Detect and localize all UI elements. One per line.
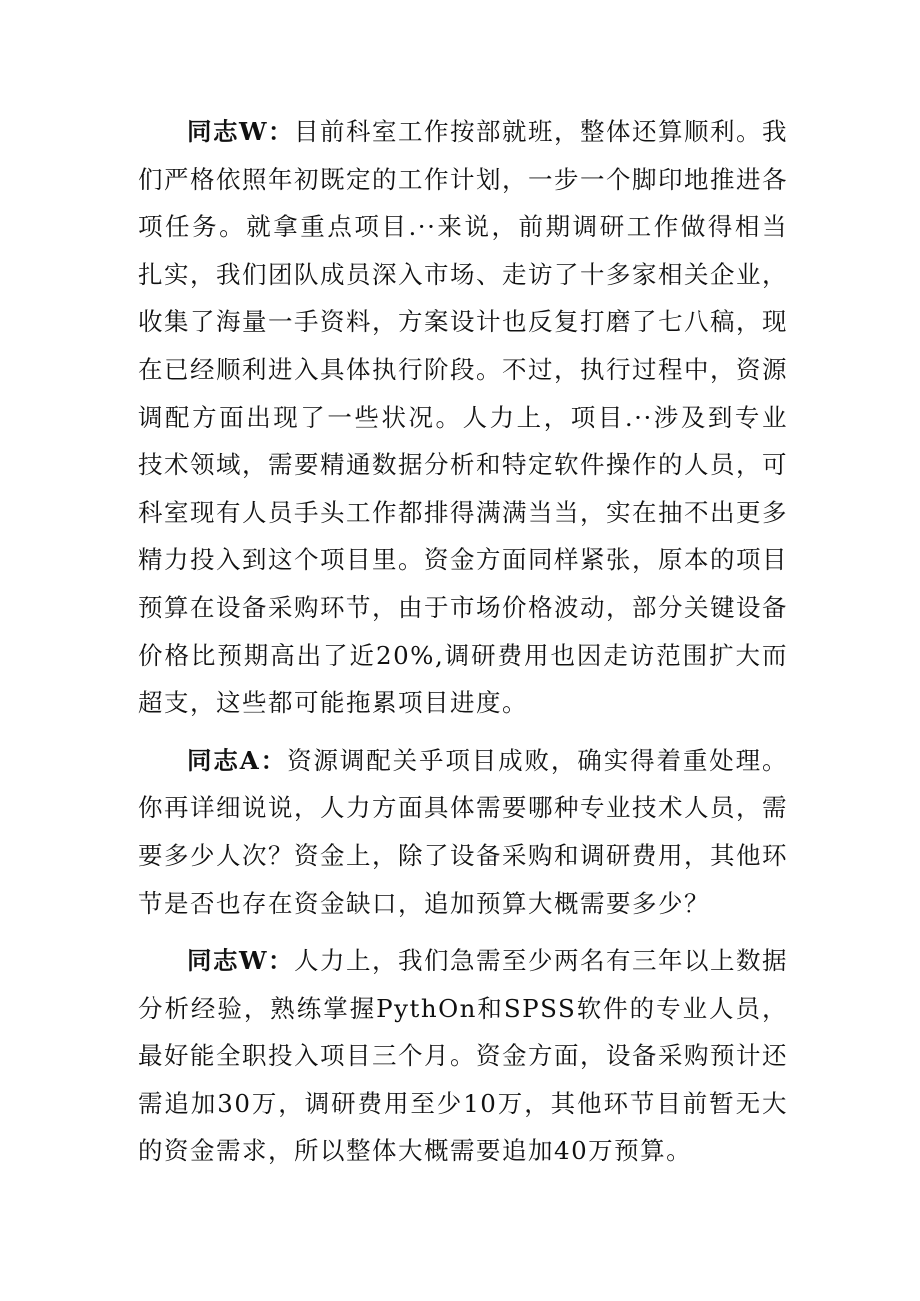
paragraph-text: 资源调配关乎项目成败，确实得着重处理。你再详细说说，人力方面具体需要哪种专业技术人员，需要多少人次？资金上，除了设备采购和调研费用，其他环节是否也存在资金缺口，追加预算大概需要多少？	[138, 745, 789, 918]
document-body	[138, 108, 788, 1175]
paragraph-text: 人力上，我们急需至少两名有三年以上数据分析经验，熟练掌握PythOn和SPSS软件的专业人员，最好能全职投入项目三个月。资金方面，设备采购预计还需追加30万，调研费用至少10万，其他环节目前暂无大的资金需求，所以整体大概需要追加40万预算。	[138, 946, 789, 1166]
speaker-label: 同志W：	[187, 946, 295, 976]
paragraph-speaker-w-2	[138, 937, 788, 1175]
paragraph-speaker-a	[138, 737, 788, 927]
speaker-label: 同志W：	[187, 117, 295, 146]
speaker-label: 同志A：	[187, 745, 288, 775]
paragraph-text: 目前科室工作按部就班，整体还算顺利。我们严格依照年初既定的工作计划，一步一个脚印地推进各项任务。就拿重点项目.··来说，前期调研工作做得相当扎实，我们团队成员深入市场、走访了十多家相关企业，收集了海量一手资料，方案设计也反复打磨了七八稿，现在已经顺利进入具体执行阶段。不过，执行过程中，资源调配方面出现了一些状况。人力上，项目.··涉及到专业技术领域，需要精通数据分析和特定软件操作的人员，可科室现有人员手头工作都排得满满当当，实在抽不出更多精力投入到这个项目里。资金方面同样紧张，原本的项目预算在设备采购环节，由于市场价格波动，部分关键设备价格比预期高出了近20%,调研费用也因走访范围扩大而超支，这些都可能拖累项目进度。	[138, 117, 789, 718]
paragraph-speaker-w-1	[138, 108, 788, 727]
